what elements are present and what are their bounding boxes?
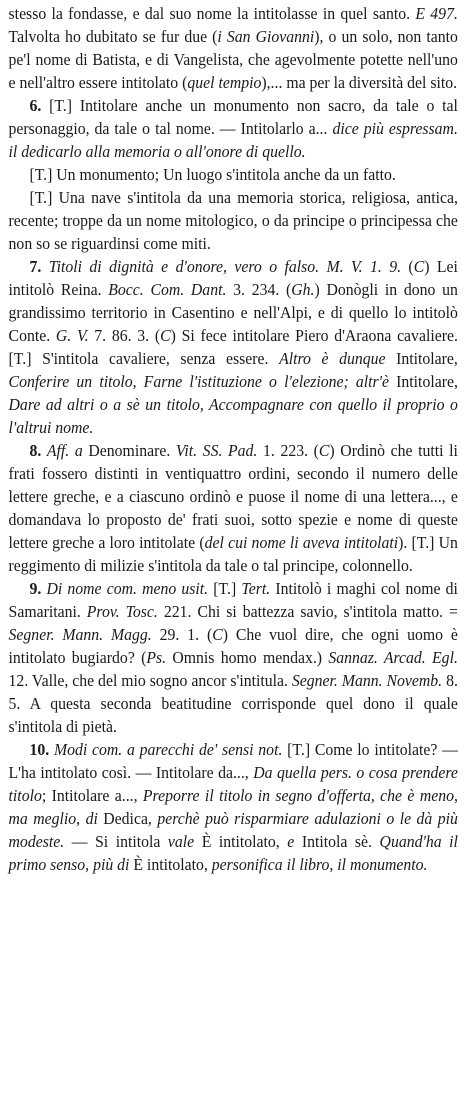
body-text: [T.] Intitolare anche un monumento non sacro, da tale o tal personaggio, da tale o tal nome. — Intitolarlo a... <box>8 96 458 138</box>
italic-text: del cui nome li aveva intitolati <box>204 533 399 552</box>
italic-text: vale <box>167 832 195 851</box>
body-text: 12. Valle, che del mio sogno ancor s'intitula. <box>8 671 292 690</box>
body-text: ( <box>401 257 414 276</box>
body-text: ). [T.] Un reggimento di milizie s'intitola da tale o tal principe, colonnello. <box>8 533 458 575</box>
italic-text: C <box>160 326 171 345</box>
italic-text: Segner. Mann. Novemb. <box>291 671 443 690</box>
italic-text: G. V. <box>55 326 89 345</box>
entry-paragraph <box>9 2 458 94</box>
italic-text: Da quella pers. o cosa prendere titolo <box>8 763 458 805</box>
body-text: ), o un solo, non tanto pe'l nome di Batista, e di Vangelista, che agevolmente potette nell'uno e nell'altro essere intitolato ( <box>8 27 458 92</box>
entry-paragraph <box>9 255 458 439</box>
body-text: 3. 234. ( <box>226 280 292 299</box>
italic-text: Aff. <box>46 441 70 460</box>
body-text: [T.] Un monumento; Un luogo s'intitola anche da un fatto. <box>29 165 396 184</box>
italic-text: Sannaz. Arcad. Egl. <box>328 648 458 667</box>
body-text: ) Che vuol dire, che ogni uomo è intitolato bugiardo? ( <box>8 625 458 667</box>
body-text: 1. 223. ( <box>257 441 319 460</box>
entry-paragraph <box>9 186 458 255</box>
entry-paragraph <box>9 439 458 577</box>
body-text: 221. Chi si battezza savio, s'intitola matto. = <box>157 602 458 621</box>
italic-text: Titoli di dignità e d'onore, vero o falso. M. V. 1. 9. <box>48 257 402 276</box>
body-text: È intitolato, <box>129 855 212 874</box>
body-text: Dedica, <box>97 809 158 828</box>
sense-number: 9. <box>29 579 42 598</box>
italic-text: e <box>287 832 295 851</box>
body-text: [T.] Una nave s'intitola da una memoria storica, religiosa, antica, recente; troppe da un nome mitologico, o da principe o principessa che non so se riguardinsi come miti. <box>8 188 458 253</box>
body-text: [T.] Come lo intitolate? — L'ha intitolato così. — Intitolare da..., <box>8 740 458 782</box>
italic-text: Altro è dunque <box>279 349 386 368</box>
sense-number: 6. <box>29 96 42 115</box>
body-text: 7. 86. 3. ( <box>88 326 161 345</box>
italic-text: Bocc. Com. Dant. <box>108 280 227 299</box>
italic-text: Vit. SS. Pad. <box>175 441 258 460</box>
body-text: ) Lei intitolò Reina. <box>8 257 458 299</box>
body-text: Intitolare, <box>385 349 458 368</box>
italic-text: a <box>74 441 83 460</box>
body-text: È intitolato, <box>194 832 288 851</box>
italic-text: Modi com. a parecchi de' sensi not. <box>53 740 283 759</box>
italic-text: Dare ad altri o a sè un titolo, Accompagnare con quello il proprio o l'altrui nome. <box>8 395 458 437</box>
sense-number: 10. <box>29 740 50 759</box>
entry-paragraph <box>9 163 458 186</box>
italic-text: Preporre il titolo in segno d'offerta, che è meno, ma meglio, <box>8 786 458 828</box>
body-text: ) Si fece intitolare Piero d'Araona cavaliere. [T.] S'intitola cavaliere, senza essere. <box>8 326 458 368</box>
body-text: 29. 1. ( <box>151 625 213 644</box>
body-text: Denominare. <box>82 441 176 460</box>
italic-text: Segner. Mann. Magg. <box>8 625 152 644</box>
italic-text: Prov. Tosc. <box>86 602 158 621</box>
body-text: Intitola sè. <box>294 832 380 851</box>
sense-number: 8. <box>29 441 42 460</box>
body-text: — Si intitola <box>64 832 168 851</box>
italic-text: perchè può risparmiare adulazioni o le dà più modeste. <box>8 809 458 851</box>
italic-text: Quand'ha il primo senso, più di <box>8 832 458 874</box>
body-text: ) Donògli in dono un grandissimo territorio in Casentino e nell'Alpi, e di quello lo intitolò Conte. <box>8 280 458 345</box>
italic-text: Di nome com. meno usit. <box>46 579 209 598</box>
entry-paragraph <box>9 94 458 163</box>
body-text: ; Intitolare a..., <box>41 786 143 805</box>
body-text: 8. 5. A questa seconda beatitudine corrisponde quel dono il quale s'intitola di pietà. <box>8 671 458 736</box>
italic-text: E 497. <box>415 4 458 23</box>
italic-text: dice più espressam. il dedicarlo alla memoria o all'onore di quello. <box>8 119 458 161</box>
body-text: Intitolare, <box>389 372 458 391</box>
body-text: Intitolò i maghi col nome di Samaritani. <box>8 579 458 621</box>
italic-text: C <box>212 625 223 644</box>
sense-number: 7. <box>29 257 42 276</box>
body-text: stesso la fondasse, e dal suo nome la intitolasse in quel santo. <box>8 4 416 23</box>
italic-text: di <box>85 809 98 828</box>
italic-text: C <box>318 441 330 460</box>
body-text: ) Ordinò che tutti li frati fossero distinti in ventiquattro ordini, secondo il numero delle lettere greche, e a ciascuno ordinò e puose il nome di una lettera..., e domandava lo proposto de' frati suoi, sotto spezie e nome di queste lettere greche a loro intitolate ( <box>8 441 458 552</box>
body-text: [T.] <box>208 579 242 598</box>
entry-paragraph <box>9 577 458 738</box>
body-text: Omnis homo mendax.) <box>166 648 329 667</box>
italic-text: C <box>413 257 425 276</box>
body-text: ),... ma per la diversità del sito. <box>261 73 458 92</box>
italic-text: Gh. <box>291 280 315 299</box>
entry-paragraph <box>9 738 458 876</box>
italic-text: quel tempio <box>187 73 262 92</box>
italic-text: Conferire un titolo, Farne l'istituzione o l'elezione; altr'è <box>8 372 390 391</box>
italic-text: Ps. <box>146 648 167 667</box>
italic-text: Tert. <box>241 579 271 598</box>
body-text: Talvolta ho dubitato se fur due ( <box>8 27 218 46</box>
italic-text: personifica il libro, il monumento. <box>211 855 428 874</box>
italic-text: i San Giovanni <box>217 27 315 46</box>
